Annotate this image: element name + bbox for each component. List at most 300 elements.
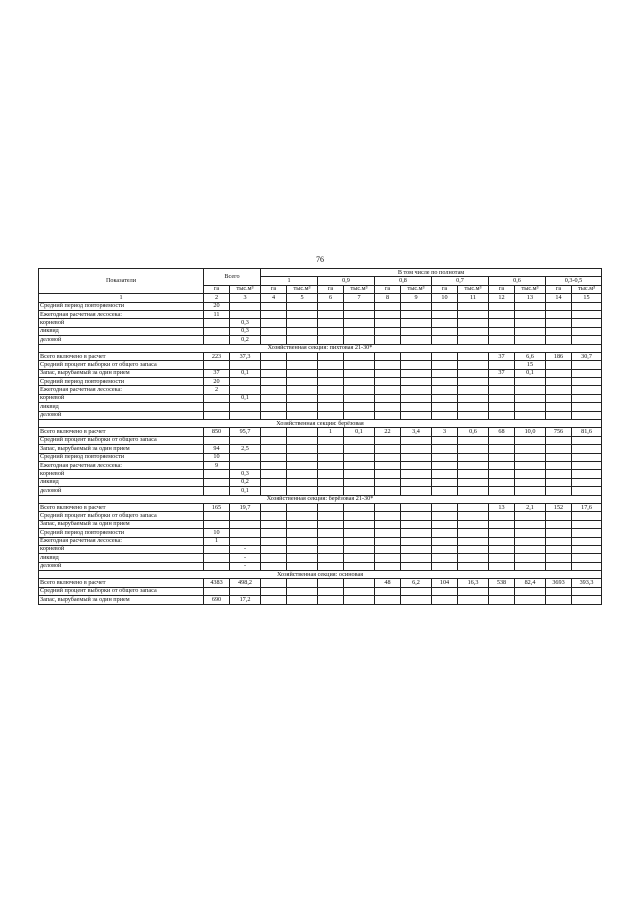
table-cell: 94 — [204, 445, 230, 453]
table-cell — [458, 545, 489, 553]
indicators-header: Показатели — [39, 269, 204, 294]
unit-m3: тыс.м³ — [230, 285, 261, 293]
table-cell — [344, 503, 375, 511]
table-cell — [432, 587, 458, 595]
table-cell — [261, 327, 287, 335]
table-cell — [375, 529, 401, 537]
table-cell — [572, 562, 602, 570]
table-cell: 17,6 — [572, 503, 602, 511]
unit-m3: тыс.м³ — [458, 285, 489, 293]
table-cell — [401, 336, 432, 344]
table-cell — [401, 319, 432, 327]
table-cell: 13 — [489, 503, 515, 511]
table-cell — [572, 596, 602, 604]
table-cell — [261, 470, 287, 478]
table-cell — [489, 596, 515, 604]
column-number: 9 — [401, 294, 432, 302]
table-cell: 0,2 — [230, 478, 261, 486]
table-cell — [401, 512, 432, 520]
table-cell — [432, 596, 458, 604]
table-cell — [318, 545, 344, 553]
table-cell — [287, 545, 318, 553]
row-label: Средний период повторяемости — [39, 302, 204, 310]
table-cell — [432, 411, 458, 419]
table-cell — [489, 520, 515, 528]
row-label: Ежегодная расчетная лесосека: — [39, 310, 204, 318]
row-label: Ежегодная расчетная лесосека: — [39, 461, 204, 469]
table-row — [39, 386, 602, 394]
forest-data-table — [38, 268, 602, 605]
row-label: корневой — [39, 545, 204, 553]
table-cell — [318, 487, 344, 495]
table-cell: 2,5 — [230, 445, 261, 453]
table-cell — [458, 411, 489, 419]
table-cell — [344, 545, 375, 553]
table-cell — [458, 361, 489, 369]
table-cell — [401, 394, 432, 402]
column-number: 15 — [572, 294, 602, 302]
table-cell — [401, 453, 432, 461]
table-cell — [401, 403, 432, 411]
table-cell — [344, 378, 375, 386]
table-cell — [432, 310, 458, 318]
table-cell — [546, 596, 572, 604]
table-cell: 165 — [204, 503, 230, 511]
column-number: 11 — [458, 294, 489, 302]
table-cell — [287, 554, 318, 562]
table-cell: 223 — [204, 352, 230, 360]
table-cell — [287, 512, 318, 520]
table-row — [39, 403, 602, 411]
table-cell — [230, 587, 261, 595]
row-label: Запас, вырубаемый за один прием — [39, 596, 204, 604]
table-cell — [458, 319, 489, 327]
table-cell — [375, 369, 401, 377]
table-cell: 4383 — [204, 579, 230, 587]
table-cell: 498,2 — [230, 579, 261, 587]
table-cell — [458, 537, 489, 545]
column-number: 5 — [287, 294, 318, 302]
table-cell — [204, 394, 230, 402]
table-cell — [344, 529, 375, 537]
table-cell — [432, 403, 458, 411]
table-cell — [230, 529, 261, 537]
table-cell — [204, 554, 230, 562]
table-cell — [261, 545, 287, 553]
table-cell — [401, 411, 432, 419]
table-cell — [572, 403, 602, 411]
table-cell — [489, 461, 515, 469]
table-cell — [515, 386, 546, 394]
table-cell — [401, 310, 432, 318]
row-label: ликвид — [39, 554, 204, 562]
section-row — [39, 495, 602, 503]
table-cell — [515, 394, 546, 402]
table-cell — [546, 327, 572, 335]
table-cell: 10 — [204, 529, 230, 537]
table-cell: 0,3 — [230, 319, 261, 327]
table-row — [39, 487, 602, 495]
table-cell — [230, 520, 261, 528]
table-cell — [318, 361, 344, 369]
table-cell — [287, 587, 318, 595]
table-cell — [489, 487, 515, 495]
table-cell — [204, 336, 230, 344]
table-cell: 186 — [546, 352, 572, 360]
table-cell — [287, 319, 318, 327]
table-cell: 19,7 — [230, 503, 261, 511]
row-label: Средний период повторяемости — [39, 529, 204, 537]
table-cell — [230, 436, 261, 444]
table-cell — [204, 520, 230, 528]
table-cell — [261, 310, 287, 318]
table-row — [39, 445, 602, 453]
table-cell — [375, 319, 401, 327]
table-cell — [458, 403, 489, 411]
table-cell — [458, 461, 489, 469]
table-cell — [546, 587, 572, 595]
table-cell — [344, 310, 375, 318]
table-cell: 0,3 — [230, 470, 261, 478]
table-cell — [432, 352, 458, 360]
table-cell — [572, 537, 602, 545]
table-cell — [204, 545, 230, 553]
table-cell: 30,7 — [572, 352, 602, 360]
table-cell — [515, 520, 546, 528]
table-cell — [572, 386, 602, 394]
table-cell — [344, 487, 375, 495]
table-cell — [546, 478, 572, 486]
column-number: 4 — [261, 294, 287, 302]
table-row — [39, 378, 602, 386]
row-label: корневой — [39, 394, 204, 402]
table-cell — [546, 453, 572, 461]
table-cell: 10,0 — [515, 428, 546, 436]
table-cell — [261, 537, 287, 545]
table-row — [39, 512, 602, 520]
column-number: 1 — [39, 294, 204, 302]
table-cell — [287, 403, 318, 411]
table-cell — [515, 461, 546, 469]
table-cell — [401, 386, 432, 394]
table-cell — [375, 554, 401, 562]
unit-m3: тыс.м³ — [572, 285, 602, 293]
table-cell — [204, 327, 230, 335]
table-cell — [375, 386, 401, 394]
table-cell — [515, 512, 546, 520]
table-cell — [287, 394, 318, 402]
table-cell — [344, 596, 375, 604]
table-cell — [344, 394, 375, 402]
table-cell — [572, 310, 602, 318]
table-cell — [458, 487, 489, 495]
table-cell: 37 — [204, 369, 230, 377]
table-cell — [318, 520, 344, 528]
table-cell — [489, 554, 515, 562]
table-cell — [458, 310, 489, 318]
table-cell: 104 — [432, 579, 458, 587]
table-cell — [401, 478, 432, 486]
table-cell — [344, 369, 375, 377]
table-cell — [287, 537, 318, 545]
column-number: 7 — [344, 294, 375, 302]
density-header: 0,6 — [489, 277, 546, 285]
unit-m3: тыс.м³ — [287, 285, 318, 293]
table-cell: 0,6 — [458, 428, 489, 436]
table-cell — [375, 503, 401, 511]
table-cell: 0,1 — [515, 369, 546, 377]
table-cell: 3 — [432, 428, 458, 436]
table-cell — [572, 478, 602, 486]
row-label: Средний период повторяемости — [39, 453, 204, 461]
table-cell — [432, 319, 458, 327]
table-cell — [318, 352, 344, 360]
table-cell — [572, 436, 602, 444]
section-title: Хозяйственная секция: берёзовая 21-30* — [39, 495, 602, 503]
table-cell — [432, 537, 458, 545]
table-cell: 0,1 — [230, 487, 261, 495]
table-cell — [375, 545, 401, 553]
table-cell: 37 — [489, 369, 515, 377]
table-cell — [572, 470, 602, 478]
table-cell — [489, 302, 515, 310]
table-cell — [261, 520, 287, 528]
table-cell — [230, 378, 261, 386]
table-cell — [375, 436, 401, 444]
table-cell: 11 — [204, 310, 230, 318]
table-cell — [432, 478, 458, 486]
row-label: ликвид — [39, 403, 204, 411]
table-cell — [287, 529, 318, 537]
unit-ha: га — [261, 285, 287, 293]
row-label: деловой — [39, 562, 204, 570]
unit-ha: га — [489, 285, 515, 293]
table-cell — [261, 503, 287, 511]
table-cell — [318, 302, 344, 310]
table-cell — [515, 436, 546, 444]
table-row — [39, 436, 602, 444]
table-cell — [432, 503, 458, 511]
table-cell — [204, 470, 230, 478]
table-row — [39, 596, 602, 604]
table-cell — [261, 461, 287, 469]
table-cell — [287, 596, 318, 604]
table-cell — [432, 487, 458, 495]
table-cell — [318, 310, 344, 318]
table-cell: 22 — [375, 428, 401, 436]
table-cell — [489, 445, 515, 453]
table-cell — [432, 386, 458, 394]
table-row — [39, 319, 602, 327]
table-row — [39, 537, 602, 545]
table-cell: 17,2 — [230, 596, 261, 604]
table-cell — [287, 361, 318, 369]
table-cell — [546, 378, 572, 386]
table-cell: 6,6 — [515, 352, 546, 360]
table-cell — [261, 319, 287, 327]
column-number: 8 — [375, 294, 401, 302]
table-cell — [261, 302, 287, 310]
table-cell — [261, 562, 287, 570]
table-cell — [287, 470, 318, 478]
row-label: корневой — [39, 319, 204, 327]
table-cell — [432, 529, 458, 537]
table-cell — [489, 529, 515, 537]
table-cell — [318, 529, 344, 537]
density-header: 1 — [261, 277, 318, 285]
table-cell — [375, 361, 401, 369]
table-cell — [204, 478, 230, 486]
table-cell — [432, 554, 458, 562]
table-cell — [344, 411, 375, 419]
table-cell — [344, 361, 375, 369]
table-cell: 10 — [204, 453, 230, 461]
table-cell — [318, 394, 344, 402]
table-cell — [572, 453, 602, 461]
table-cell — [375, 336, 401, 344]
table-cell — [287, 562, 318, 570]
table-cell — [515, 319, 546, 327]
table-cell: 3693 — [546, 579, 572, 587]
table-cell — [572, 394, 602, 402]
table-cell — [546, 436, 572, 444]
table-cell — [287, 327, 318, 335]
row-label: корневой — [39, 470, 204, 478]
table-cell — [375, 587, 401, 595]
table-cell — [204, 562, 230, 570]
table-cell: - — [230, 545, 261, 553]
table-cell — [230, 453, 261, 461]
table-row — [39, 579, 602, 587]
table-cell — [489, 453, 515, 461]
density-header: 0,8 — [375, 277, 432, 285]
table-cell — [375, 453, 401, 461]
column-number: 2 — [204, 294, 230, 302]
table-cell: 16,3 — [458, 579, 489, 587]
table-cell — [458, 478, 489, 486]
table-cell — [546, 545, 572, 553]
table-cell — [318, 403, 344, 411]
table-cell: 0,1 — [344, 428, 375, 436]
table-cell: 20 — [204, 378, 230, 386]
table-cell — [515, 310, 546, 318]
table-cell — [515, 327, 546, 335]
table-cell — [401, 461, 432, 469]
row-label: Средний процент выборки от общего запаса — [39, 512, 204, 520]
table-cell — [458, 587, 489, 595]
table-cell — [287, 428, 318, 436]
table-cell — [572, 554, 602, 562]
table-cell — [458, 378, 489, 386]
table-cell — [287, 352, 318, 360]
table-cell — [546, 369, 572, 377]
table-cell — [572, 529, 602, 537]
row-label: Средний период повторяемости — [39, 378, 204, 386]
table-cell — [489, 361, 515, 369]
table-cell: 48 — [375, 579, 401, 587]
table-cell — [261, 554, 287, 562]
table-cell — [287, 520, 318, 528]
table-cell — [458, 596, 489, 604]
table-cell — [458, 503, 489, 511]
table-cell — [287, 445, 318, 453]
table-cell — [375, 403, 401, 411]
table-cell — [401, 537, 432, 545]
table-cell — [318, 461, 344, 469]
table-cell — [204, 319, 230, 327]
density-header: 0,3-0,5 — [546, 277, 602, 285]
table-cell — [375, 562, 401, 570]
table-cell — [401, 378, 432, 386]
table-cell — [204, 587, 230, 595]
table-cell — [401, 302, 432, 310]
table-cell — [261, 512, 287, 520]
table-cell — [344, 554, 375, 562]
table-cell — [458, 453, 489, 461]
table-cell: 1 — [318, 428, 344, 436]
table-cell — [261, 386, 287, 394]
row-label: Всего включено в расчет — [39, 428, 204, 436]
total-header: Всего — [204, 269, 261, 286]
table-cell — [515, 336, 546, 344]
table-cell — [375, 537, 401, 545]
table-cell — [489, 411, 515, 419]
table-cell — [318, 386, 344, 394]
table-cell — [515, 403, 546, 411]
table-cell — [261, 579, 287, 587]
section-row — [39, 344, 602, 352]
table-cell — [432, 436, 458, 444]
table-cell — [287, 478, 318, 486]
table-cell — [458, 529, 489, 537]
table-cell — [489, 310, 515, 318]
table-cell: 9 — [204, 461, 230, 469]
row-label: Ежегодная расчетная лесосека: — [39, 537, 204, 545]
table-cell — [287, 302, 318, 310]
table-cell — [318, 554, 344, 562]
column-number: 13 — [515, 294, 546, 302]
table-cell — [572, 369, 602, 377]
table-cell — [344, 470, 375, 478]
table-cell — [344, 319, 375, 327]
table-cell — [546, 310, 572, 318]
table-cell — [572, 378, 602, 386]
table-cell — [489, 336, 515, 344]
table-cell: 37,3 — [230, 352, 261, 360]
table-cell — [261, 478, 287, 486]
table-cell — [546, 302, 572, 310]
unit-ha: га — [546, 285, 572, 293]
row-label: Запас, вырубаемый за один прием — [39, 369, 204, 377]
table-row — [39, 428, 602, 436]
table-cell — [261, 403, 287, 411]
table-cell: 1 — [204, 537, 230, 545]
table-cell: 756 — [546, 428, 572, 436]
table-row — [39, 545, 602, 553]
table-cell — [546, 487, 572, 495]
row-label: ликвид — [39, 327, 204, 335]
table-cell — [515, 562, 546, 570]
row-label: деловой — [39, 411, 204, 419]
column-number: 12 — [489, 294, 515, 302]
table-cell — [318, 537, 344, 545]
table-cell — [432, 461, 458, 469]
table-row — [39, 327, 602, 335]
table-cell — [318, 512, 344, 520]
row-label: деловой — [39, 336, 204, 344]
table-cell — [572, 461, 602, 469]
table-cell — [375, 378, 401, 386]
